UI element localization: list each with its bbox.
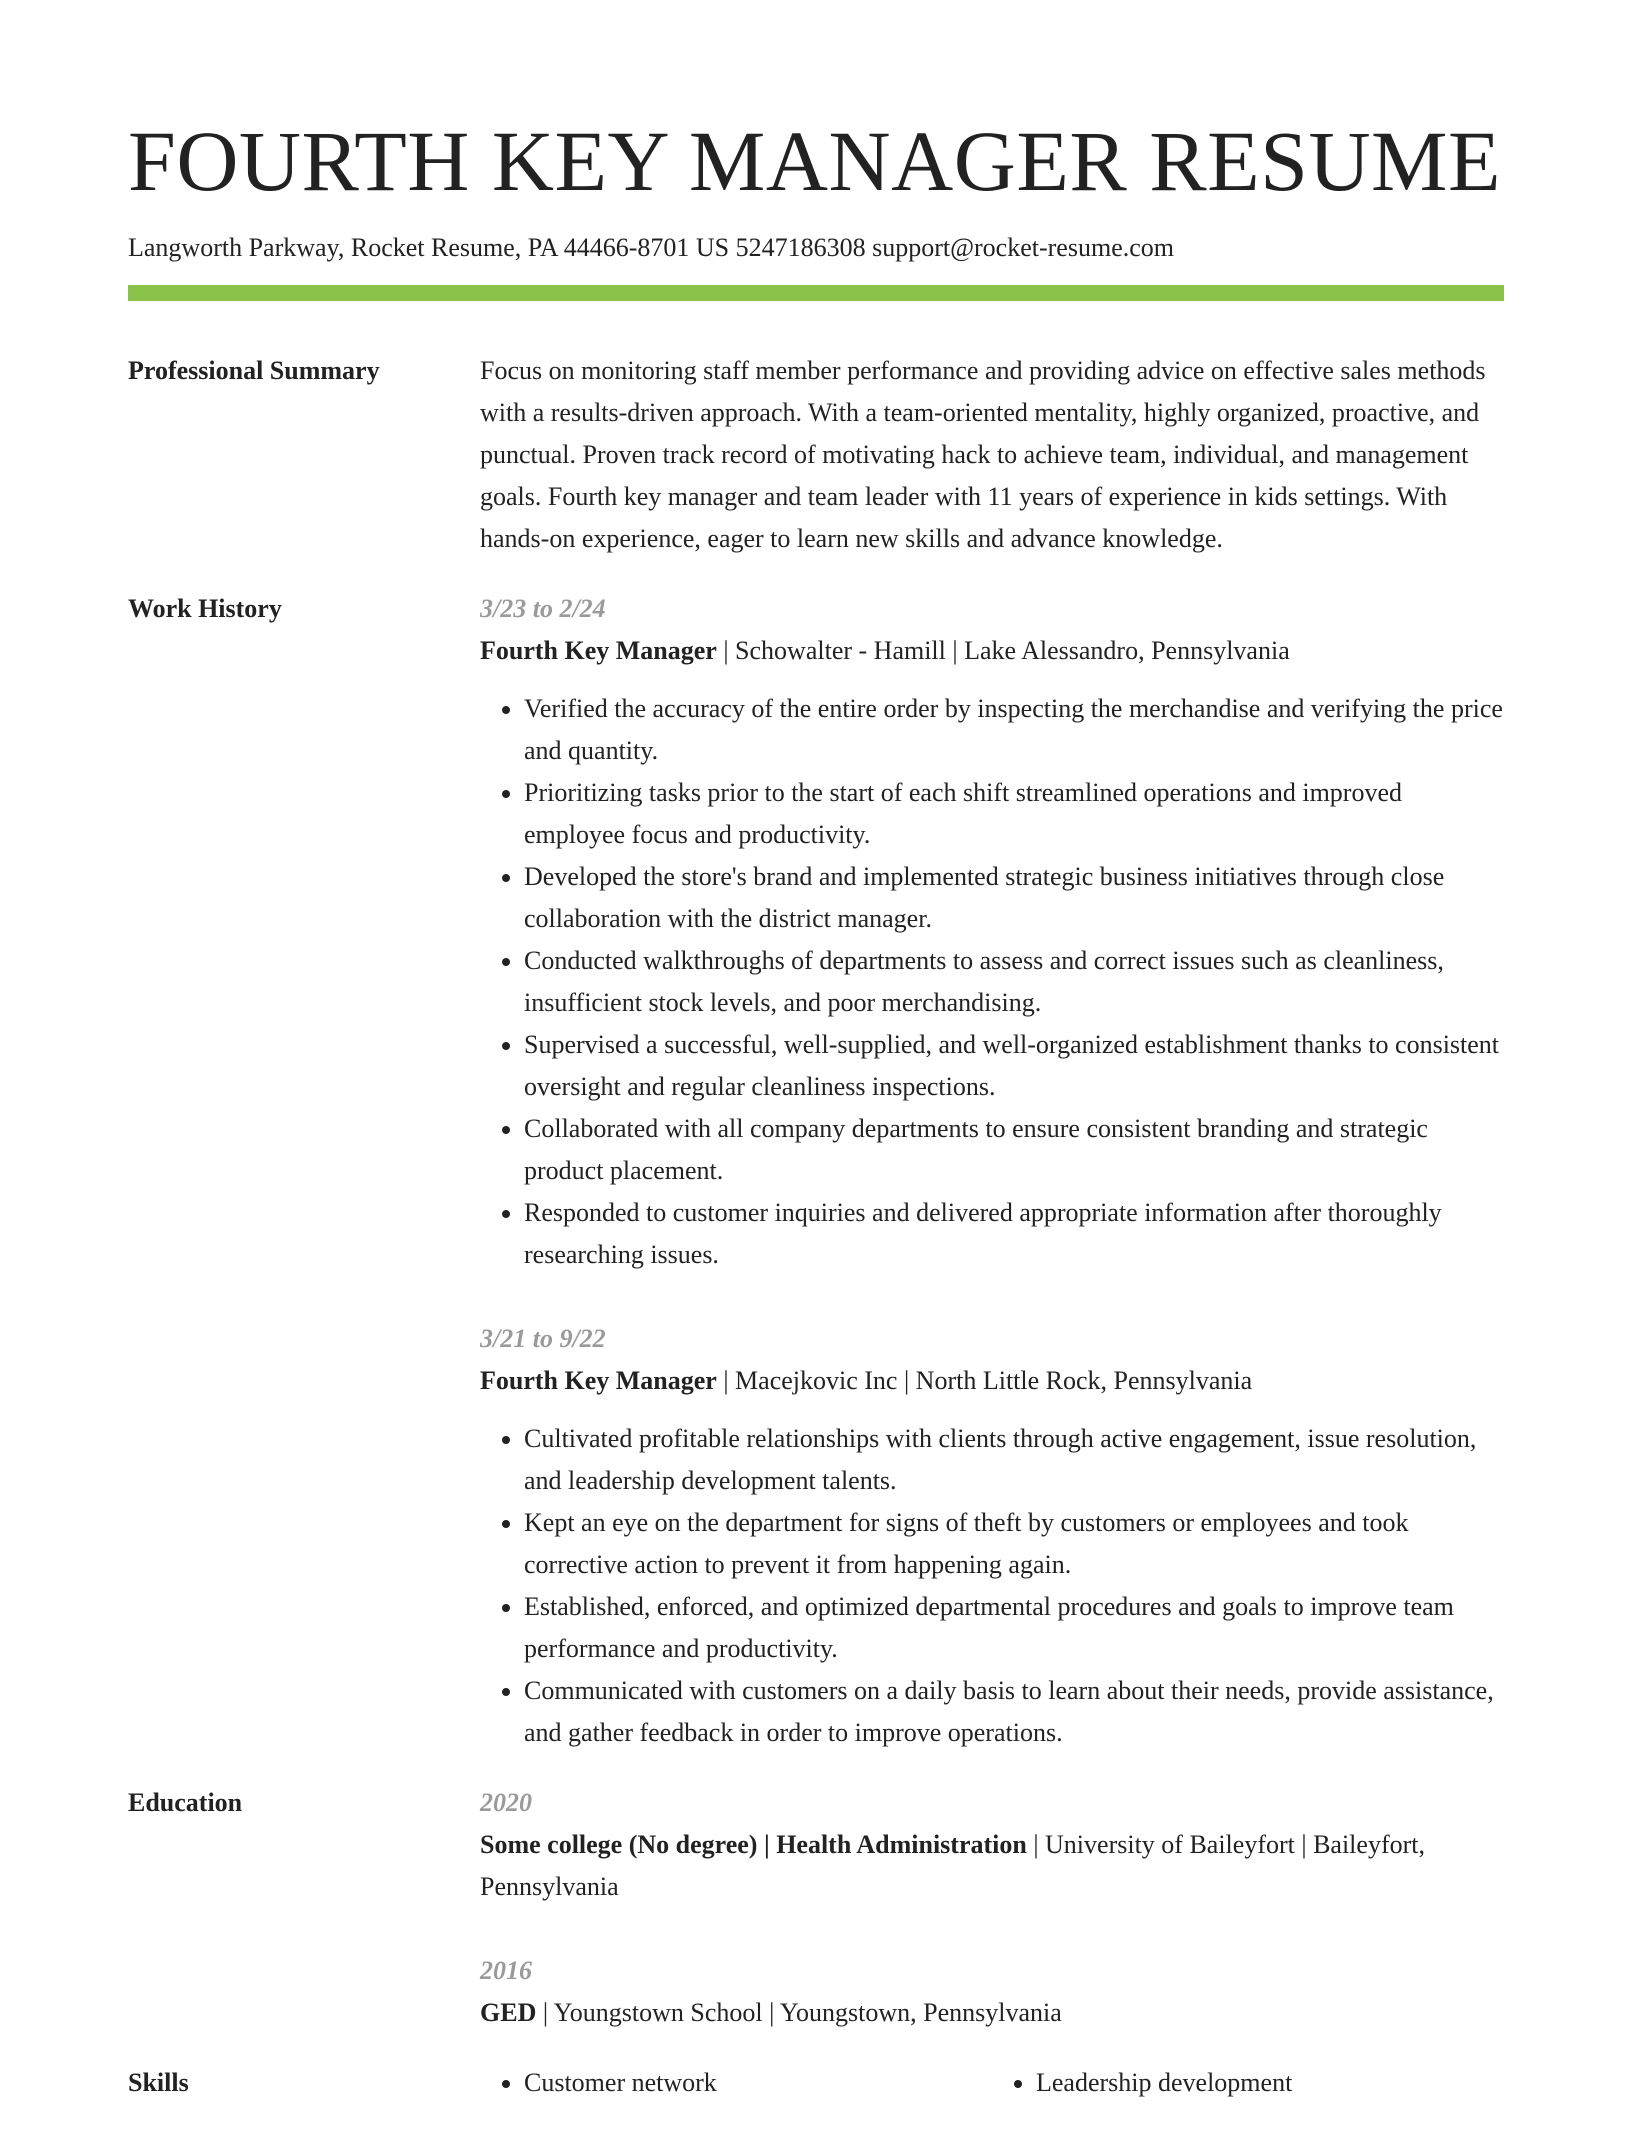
education-section bbox=[128, 1782, 1504, 2034]
job-bullet: • Verified the accuracy of the entire order by inspecting the merchandise and verifying the price and quantity. bbox=[524, 688, 1504, 772]
job-title: Fourth Key Manager bbox=[480, 636, 717, 665]
job-bullets bbox=[480, 688, 1504, 1276]
education-heading: Education bbox=[128, 1788, 243, 1817]
job-entry bbox=[480, 588, 1504, 1276]
accent-divider bbox=[128, 285, 1504, 301]
job-employer-location: | Macejkovic Inc | North Little Rock, Pennsylvania bbox=[716, 1366, 1253, 1395]
education-year: 2020 bbox=[480, 1788, 532, 1817]
job-bullet: • Prioritizing tasks prior to the start of each shift streamlined operations and improved employee focus and productivity. bbox=[524, 772, 1504, 856]
job-bullet: • Responded to customer inquiries and delivered appropriate information after thoroughly researching issues. bbox=[524, 1192, 1504, 1276]
skill-item: • Customer network bbox=[524, 2062, 992, 2104]
skill-item: • Leadership development bbox=[1036, 2062, 1504, 2104]
skills-column bbox=[992, 2062, 1504, 2104]
job-bullets bbox=[480, 1418, 1504, 1754]
education-details bbox=[480, 1824, 1504, 1908]
skills-column bbox=[480, 2062, 992, 2104]
skills-list bbox=[480, 2062, 1504, 2104]
job-bullet: • Communicated with customers on a daily basis to learn about their needs, provide assistance, and gather feedback in order to improve operations. bbox=[524, 1670, 1504, 1754]
resume-content bbox=[128, 350, 1504, 2132]
job-bullet: • Supervised a successful, well-supplied, and well-organized establishment thanks to consistent oversight and regular cleanliness inspections. bbox=[524, 1024, 1504, 1108]
summary-section bbox=[128, 350, 1504, 560]
job-dates: 3/23 to 2/24 bbox=[480, 594, 606, 623]
skills-section bbox=[128, 2062, 1504, 2104]
education-degree: GED bbox=[480, 1998, 537, 2027]
job-bullet: • Cultivated profitable relationships with clients through active engagement, issue resolution, and leadership development talents. bbox=[524, 1418, 1504, 1502]
contact-line: Langworth Parkway, Rocket Resume, PA 44466-8701 US 5247186308 support@rocket-resume.com bbox=[128, 233, 1174, 262]
job-title: Fourth Key Manager bbox=[480, 1366, 717, 1395]
education-degree: Some college (No degree) | Health Administration bbox=[480, 1830, 1027, 1859]
summary-heading: Professional Summary bbox=[128, 356, 380, 385]
job-bullet: • Collaborated with all company departments to ensure consistent branding and strategic product placement. bbox=[524, 1108, 1504, 1192]
education-entry bbox=[480, 1782, 1504, 1908]
job-entry bbox=[480, 1318, 1504, 1754]
resume-title: FOURTH KEY MANAGER RESUME bbox=[128, 113, 1502, 209]
job-bullet: • Kept an eye on the department for signs of theft by customers or employees and took corrective action to prevent it from happening again. bbox=[524, 1502, 1504, 1586]
job-bullet: • Developed the store's brand and implemented strategic business initiatives through close collaboration with the district manager. bbox=[524, 856, 1504, 940]
work-history-heading: Work History bbox=[128, 594, 282, 623]
education-school: | University of Baileyfort | Baileyfort, Pennsylvania bbox=[480, 1830, 1425, 1901]
education-school: | Youngstown School | Youngstown, Pennsylvania bbox=[536, 1998, 1062, 2027]
education-details bbox=[480, 1992, 1504, 2034]
job-heading bbox=[480, 1360, 1504, 1402]
skills-heading: Skills bbox=[128, 2068, 189, 2097]
education-year: 2016 bbox=[480, 1956, 532, 1985]
work-history-section bbox=[128, 588, 1504, 1754]
summary-text: Focus on monitoring staff member performance and providing advice on effective sales methods with a results-driven approach. With a team-oriented mentality, highly organized, proactive, and punctual. Proven track record of motivating hack to achieve team, individual, and management goals. Fourth key manager and team leader with 11 years of experience in kids settings. With hands-on experience, eager to learn new skills and advance knowledge. bbox=[480, 356, 1486, 553]
job-heading bbox=[480, 630, 1504, 672]
job-dates: 3/21 to 9/22 bbox=[480, 1324, 606, 1353]
job-employer-location: | Schowalter - Hamill | Lake Alessandro, Pennsylvania bbox=[716, 636, 1290, 665]
job-bullet: • Established, enforced, and optimized departmental procedures and goals to improve team performance and productivity. bbox=[524, 1586, 1504, 1670]
education-entry bbox=[480, 1950, 1504, 2034]
job-bullet: • Conducted walkthroughs of departments to assess and correct issues such as cleanliness, insufficient stock levels, and poor merchandising. bbox=[524, 940, 1504, 1024]
